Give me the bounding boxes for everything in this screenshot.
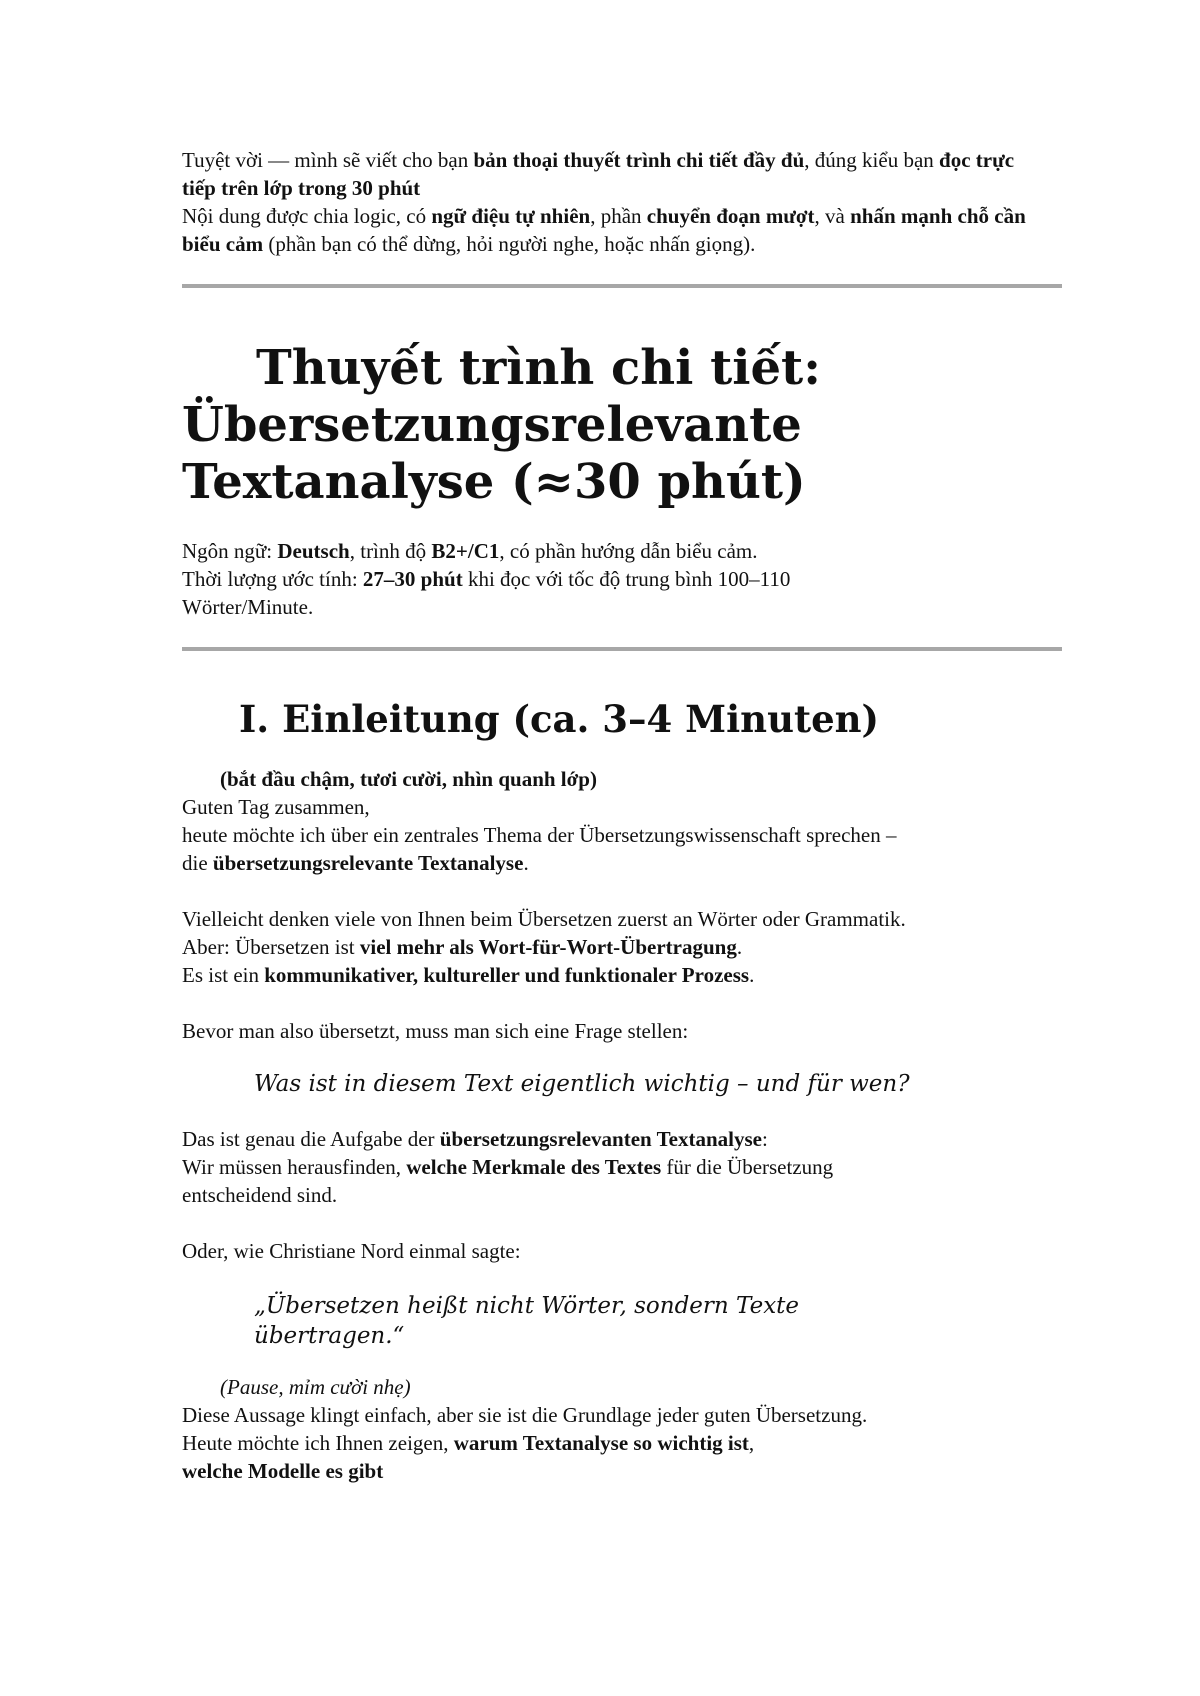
paragraph-line: Diese Aussage klingt einfach, aber sie ist die Grundlage jeder guten Übersetzung.: [182, 1403, 868, 1427]
title-line-2: Übersetzungsrelevante: [182, 397, 802, 453]
paragraph-line: Bevor man also übersetzt, muss man sich eine Frage stellen:: [182, 1019, 689, 1043]
paragraph-line: Wir müssen herausfinden, welche Merkmale des Textes für die Übersetzung entscheidend sind.: [182, 1155, 834, 1207]
stage-cue: (Pause, mỉm cười nhẹ): [220, 1375, 411, 1399]
paragraph-line: Oder, wie Christiane Nord einmal sagte:: [182, 1239, 521, 1263]
document-page: [182, 146, 1062, 1485]
block-quote: Was ist in diesem Text eigentlich wichtig – und für wen?: [254, 1071, 910, 1097]
title-line-1: Thuyết trình chi tiết:: [256, 340, 821, 396]
paragraph-line: Aber: Übersetzen ist viel mehr als Wort-für-Wort-Übertragung.: [182, 935, 743, 959]
intro-paragraph: [182, 146, 1042, 258]
intro-line-2: Nội dung được chia logic, có ngữ điệu tự nhiên, phần chuyển đoạn mượt, và nhấn mạnh chỗ cần biểu cảm (phần bạn có thể dừng, hỏi người nghe, hoặc nhấn giọng).: [182, 204, 1026, 256]
title-line-3: Textanalyse (≈30 phút): [182, 454, 806, 510]
divider-2: [182, 647, 1062, 651]
section-body-3: [182, 1373, 1062, 1485]
intro-line-1: Tuyệt vời — mình sẽ viết cho bạn bản thoại thuyết trình chi tiết đầy đủ, đúng kiểu bạn đọc trực tiếp trên lớp trong 30 phút: [182, 148, 1015, 200]
section-body: [182, 765, 1062, 1045]
paragraph-line: Das ist genau die Aufgabe der übersetzungsrelevanten Textanalyse:: [182, 1127, 768, 1151]
section-heading: I. Einleitung (ca. 3–4 Minuten): [239, 697, 880, 741]
paragraph-line: Guten Tag zusammen,: [182, 795, 370, 819]
stage-cue: (bắt đầu chậm, tươi cười, nhìn quanh lớp): [220, 767, 597, 791]
divider-1: [182, 284, 1062, 288]
paragraph-line: welche Modelle es gibt: [182, 1459, 384, 1483]
paragraph-line: Es ist ein kommunikativer, kultureller und funktionaler Prozess.: [182, 963, 755, 987]
page-title: [182, 340, 1062, 511]
paragraph-line: Heute möchte ich Ihnen zeigen, warum Textanalyse so wichtig ist,: [182, 1431, 755, 1455]
meta-language: Ngôn ngữ: Deutsch, trình độ B2+/C1, có phần hướng dẫn biểu cảm.: [182, 539, 758, 563]
section-body-2: [182, 1125, 942, 1265]
paragraph-line: die übersetzungsrelevante Textanalyse.: [182, 851, 529, 875]
meta-duration: Thời lượng ước tính: 27–30 phút khi đọc với tốc độ trung bình 100–110 Wörter/Minute.: [182, 567, 791, 619]
block-quote: „Übersetzen heißt nicht Wörter, sondern Texte übertragen.“: [254, 1293, 800, 1349]
paragraph-line: heute möchte ich über ein zentrales Thema der Übersetzungswissenschaft sprechen –: [182, 823, 897, 847]
meta-info: [182, 537, 882, 621]
paragraph-line: Vielleicht denken viele von Ihnen beim Übersetzen zuerst an Wörter oder Grammatik.: [182, 907, 906, 931]
